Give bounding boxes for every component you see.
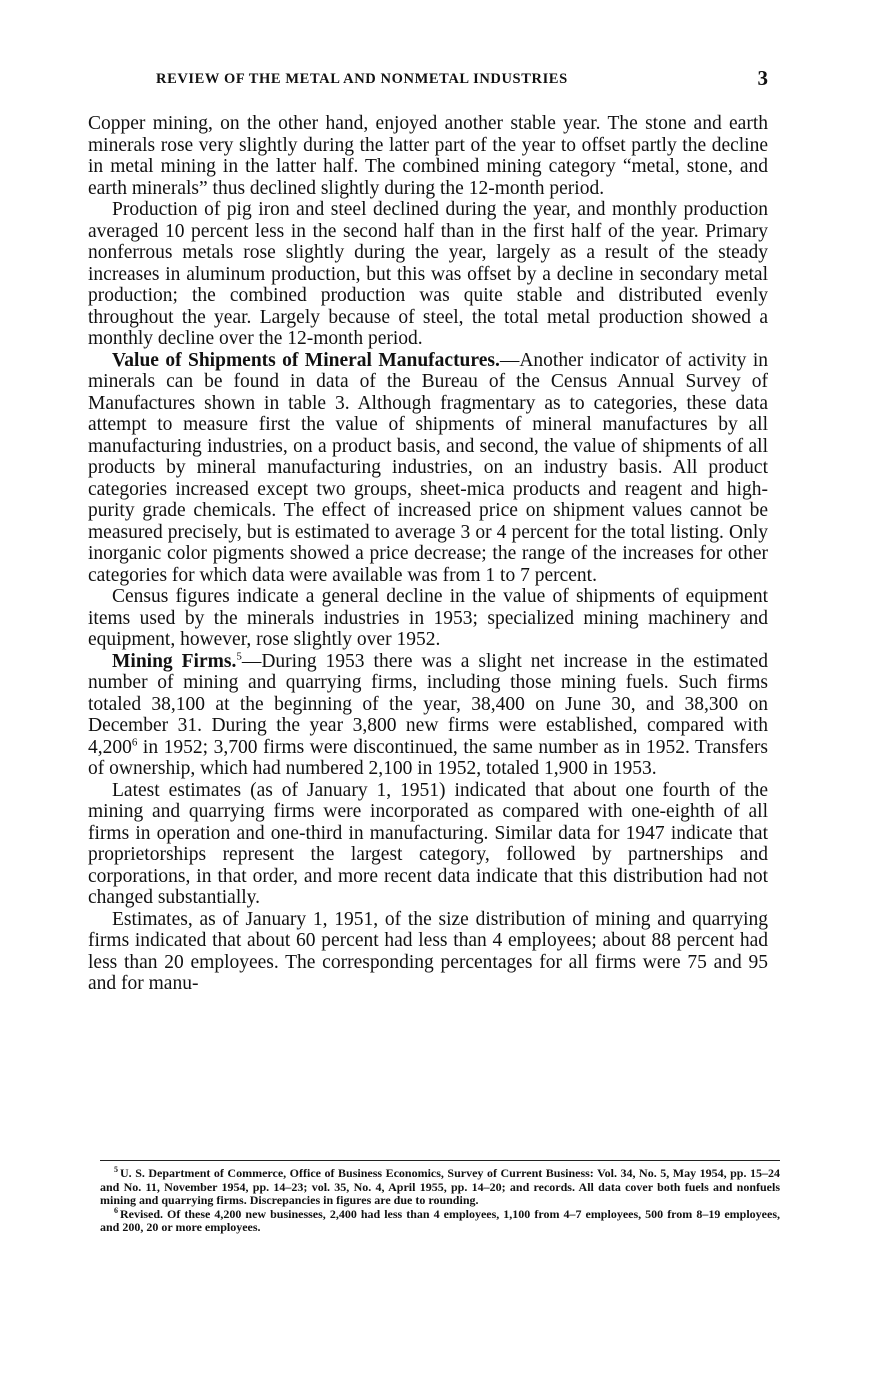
section-heading-mining-firms: Mining Firms. — [112, 650, 237, 672]
footnote-ref-6: 6 — [131, 736, 138, 748]
footnote-6 — [100, 1205, 780, 1235]
paragraph-size-distribution: Estimates, as of January 1, 1951, of the size distribution of mining and quarrying firms indicated that about 60 percent had less than 4 employees; about 88 percent had less than 20 employees. The corresponding percentages for all firms were 75 and 95 and for manu- — [88, 908, 768, 994]
footnote-6-label: 6 — [114, 1205, 118, 1215]
footnote-5 — [100, 1167, 780, 1208]
footnote-ref-5: 5 — [236, 650, 242, 662]
paragraph-mining-firms-text-b: in 1952; 3,700 firms were discontinued, the same number as in 1952. Transfers of ownership, which had numbered 2,100 in 1952, totaled 1,900 in 1953. — [88, 736, 768, 779]
body-text — [88, 113, 768, 995]
paragraph-pig-iron-steel: Production of pig iron and steel declined during the year, and monthly production averaged 10 percent less in the second half than in the first half of the year. Primary nonferrous metals rose slightly during the year, largely as a result of the steady increases in aluminum production, but this was offset by a decline in secondary metal production; the combined production was quite stable and distributed evenly throughout the year. Largely because of steel, the total metal production showed a monthly decline over the 12-month period. — [88, 199, 768, 349]
footnote-5-label: 5 — [114, 1165, 118, 1174]
paragraph-copper-mining: Copper mining, on the other hand, enjoyed another stable year. The stone and earth minerals rose very slightly during the latter part of the year to offset partly the decline in metal mining in the latter half. The combined mining category “metal, stone, and earth minerals” thus declined slightly during the 12-month period. — [88, 113, 768, 199]
running-head: REVIEW OF THE METAL AND NONMETAL INDUSTRIES — [156, 71, 568, 87]
section-heading-value-of-shipments: Value of Shipments of Mineral Manufactures. — [112, 349, 500, 371]
paragraph-census-figures: Census figures indicate a general decline in the value of shipments of equipment items used by the minerals industries in 1953; specialized mining machinery and equipment, however, rose slightly over 1952. — [88, 586, 768, 650]
footnote-5-text: U. S. Department of Commerce, Office of Business Economics, Survey of Current Business: Vol. 34, No. 5, May 1954, pp. 15–24 and No. 11, November 1954, pp. 14–23; vol. 35, No. 4, April 1955, pp. 14–20; and records. All data cover both fuels and nonfuels mining and quarrying firms. Discrepancies in figures are due to rounding. — [100, 1166, 780, 1207]
paragraph-value-of-shipments — [88, 350, 768, 587]
page-header — [88, 66, 768, 92]
footnotes — [100, 1160, 780, 1235]
page-number: 3 — [757, 66, 768, 90]
footnote-6-text: Revised. Of these 4,200 new businesses, 2,400 had less than 4 employees, 1,100 from 4–7 employees, 500 from 8–19 employees, and 200, 20 or more employees. — [100, 1206, 780, 1234]
paragraph-mining-firms — [88, 651, 768, 780]
paragraph-mining-firms-text-a: —During 1953 there was a slight net increase in the estimated number of mining and quarrying firms, including those mining fuels. Such firms totaled 38,100 at the beginning of the year, 38,400 on June 30, and 38,300 on December 31. During the year 3,800 new firms were established, compared with 4,200 — [88, 650, 768, 758]
paragraph-latest-estimates: Latest estimates (as of January 1, 1951) indicated that about one fourth of the mining and quarrying firms were incorporated as compared with one-eighth of all firms in operation and one-third in manufacturing. Similar data for 1947 indicate that proprietorships represent the largest category, followed by partnerships and corporations, in that order, and more recent data indicate that this distribution had not changed substantially. — [88, 779, 768, 908]
paragraph-value-of-shipments-text: —Another indicator of activity in minerals can be found in data of the Bureau of the Census Annual Survey of Manufactures shown in table 3. Although fragmentary as to categories, these data attempt to measure first the value of shipments of mineral manufactures by all manufacturing industries, on a product basis, and second, the value of shipments of all products by mineral manufacturing industries, on an industry basis. All product categories increased except two groups, sheet-mica products and reagent and high-purity grade chemicals. The effect of increased price on shipment values cannot be measured precisely, but is estimated to average 3 or 4 percent for the total listing. Only inorganic color pigments showed a price decrease; the range of the increases for other categories for which data were available was from 1 to 7 percent. — [88, 349, 768, 586]
